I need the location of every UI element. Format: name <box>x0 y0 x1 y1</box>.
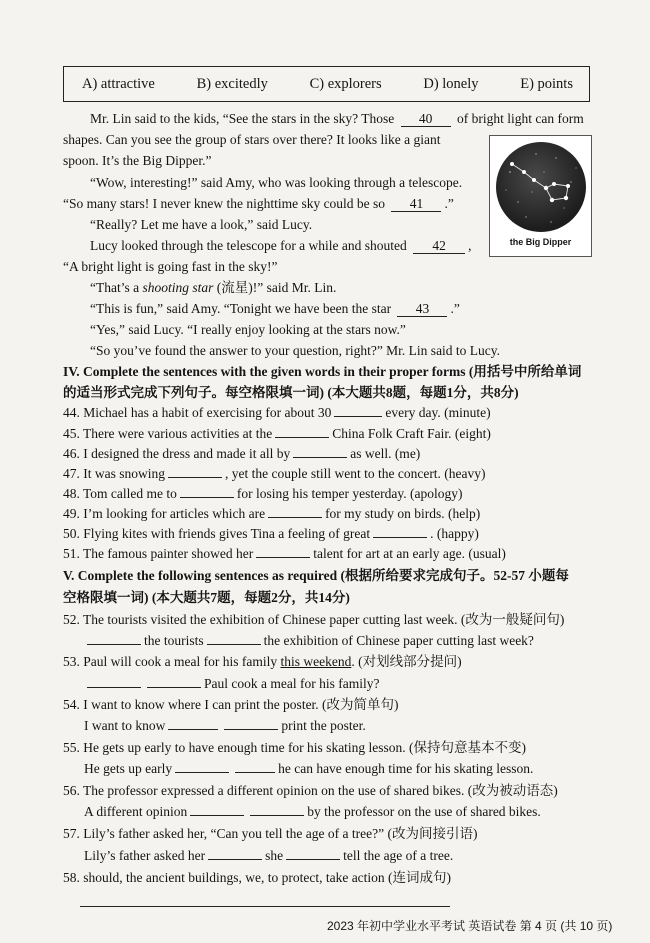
passage-line: “Wow, interesting!” said Amy, who was looking through a telescope. <box>90 175 463 190</box>
answer-blank[interactable] <box>224 729 278 730</box>
answer-blank[interactable] <box>190 815 244 816</box>
word-option: A) attractive <box>82 75 155 92</box>
constellation-graphic <box>496 142 586 232</box>
question-54: 54. I want to know where I can print the poster. (改为简单句) <box>63 697 399 712</box>
section-4-heading: IV. Complete the sentences with the given words in their proper forms (用括号中所给单词 <box>63 364 582 379</box>
question-52: 52. The tourists visited the exhibition of Chinese paper cutting last week. (改为一般疑问句) <box>63 612 565 627</box>
question-49: 49. I’m looking for articles which are for my study on birds. (help) <box>63 506 481 521</box>
question-58: 58. should, the ancient buildings, we, to protect, take action (连词成句) <box>63 870 452 885</box>
question-56: 56. The professor expressed a different opinion on the use of shared bikes. (改为被动语态) <box>63 783 558 798</box>
answer-blank[interactable] <box>175 772 229 773</box>
page-footer: 2023 年初中学业水平考试 英语试卷 第 4 页 (共 10 页) <box>327 919 613 933</box>
passage-line: “Really? Let me have a look,” said Lucy. <box>90 217 313 232</box>
question-52-answer: the tourists the exhibition of Chinese paper cutting last week? <box>84 632 534 650</box>
answer-blank[interactable] <box>87 687 141 688</box>
question-55: 55. He gets up early to have enough time for his skating lesson. (保持句意基本不变) <box>63 740 527 755</box>
answer-blank[interactable] <box>180 497 234 498</box>
question-45: 45. There were various activities at the China Folk Craft Fair. (eight) <box>63 426 491 441</box>
question-56-answer: A different opinion by the professor on the use of shared bikes. <box>84 804 541 819</box>
passage-line: Mr. Lin said to the kids, “See the stars in the sky? Those 40 of bright light can form <box>90 111 584 126</box>
question-54-answer: I want to know print the poster. <box>84 718 366 733</box>
answer-line-58[interactable] <box>80 906 450 907</box>
section-5-heading: V. Complete the following sentences as required (根据所给要求完成句子。52-57 小题每 <box>63 568 569 583</box>
question-50: 50. Flying kites with friends gives Tina a feeling of great . (happy) <box>63 526 479 541</box>
passage-line: shapes. Can you see the group of stars over there? It looks like a giant <box>63 132 441 147</box>
word-option: D) lonely <box>423 75 479 92</box>
answer-blank[interactable] <box>286 859 340 860</box>
question-57: 57. Lily’s father asked her, “Can you tell the age of a tree?” (改为间接引语) <box>63 826 478 841</box>
word-option: E) points <box>520 75 573 92</box>
question-46: 46. I designed the dress and made it all by as well. (me) <box>63 446 421 461</box>
word-option: C) explorers <box>309 75 382 92</box>
question-53: 53. Paul will cook a meal for his family this weekend. (对划线部分提问) <box>63 654 462 669</box>
section-4-heading: 的适当形式完成下列句子。每空格限填一词) (本大题共8题，每题1分，共8分) <box>63 385 519 400</box>
question-47: 47. It was snowing , yet the couple still went to the concert. (heavy) <box>63 466 486 481</box>
answer-blank[interactable] <box>268 517 322 518</box>
answer-blank[interactable] <box>168 729 218 730</box>
word-option: B) excitedly <box>196 75 268 92</box>
passage-line: “So you’ve found the answer to your question, right?” Mr. Lin said to Lucy. <box>90 343 501 358</box>
big-dipper-image <box>489 135 592 257</box>
passage-line: “So many stars! I never knew the nighttime sky could be so 41 .” <box>63 196 454 211</box>
answer-blank[interactable] <box>168 477 222 478</box>
word-bank-box <box>63 66 590 102</box>
blank-42: 42 <box>413 238 465 254</box>
image-caption: the Big Dipper <box>509 237 572 247</box>
answer-blank[interactable] <box>207 644 261 645</box>
question-53-answer: Paul cook a meal for his family? <box>84 675 379 693</box>
answer-blank[interactable] <box>147 687 201 688</box>
answer-blank[interactable] <box>275 437 329 438</box>
question-44: 44. Michael has a habit of exercising for about 30 every day. (minute) <box>63 405 491 420</box>
answer-blank[interactable] <box>373 537 427 538</box>
answer-blank[interactable] <box>87 644 141 645</box>
answer-blank[interactable] <box>256 557 310 558</box>
blank-40: 40 <box>401 111 451 127</box>
blank-43: 43 <box>397 301 447 317</box>
question-55-answer: He gets up early he can have enough time for his skating lesson. <box>84 761 534 776</box>
passage-line: “That’s a shooting star (流星)!” said Mr. Lin. <box>90 280 337 295</box>
passage-line: spoon. It’s the Big Dipper.” <box>63 153 212 168</box>
passage-line: “A bright light is going fast in the sky!” <box>63 259 278 274</box>
answer-blank[interactable] <box>208 859 262 860</box>
blank-41: 41 <box>391 196 441 212</box>
answer-blank[interactable] <box>235 772 275 773</box>
star-sky-illustration <box>496 142 586 232</box>
question-51: 51. The famous painter showed her talent for art at an early age. (usual) <box>63 546 506 561</box>
question-48: 48. Tom called me to for losing his temper yesterday. (apology) <box>63 486 463 501</box>
answer-blank[interactable] <box>334 416 382 417</box>
passage-line: “This is fun,” said Amy. “Tonight we have been the star 43 .” <box>90 301 460 316</box>
question-57-answer: Lily’s father asked her she tell the age of a tree. <box>84 848 454 863</box>
answer-blank[interactable] <box>250 815 304 816</box>
passage-line: “Yes,” said Lucy. “I really enjoy looking at the stars now.” <box>90 322 406 337</box>
answer-blank[interactable] <box>293 457 347 458</box>
section-5-heading: 空格限填一词) (本大题共7题，每题2分，共14分) <box>63 590 350 605</box>
passage-line: Lucy looked through the telescope for a while and shouted 42 , <box>90 238 472 253</box>
